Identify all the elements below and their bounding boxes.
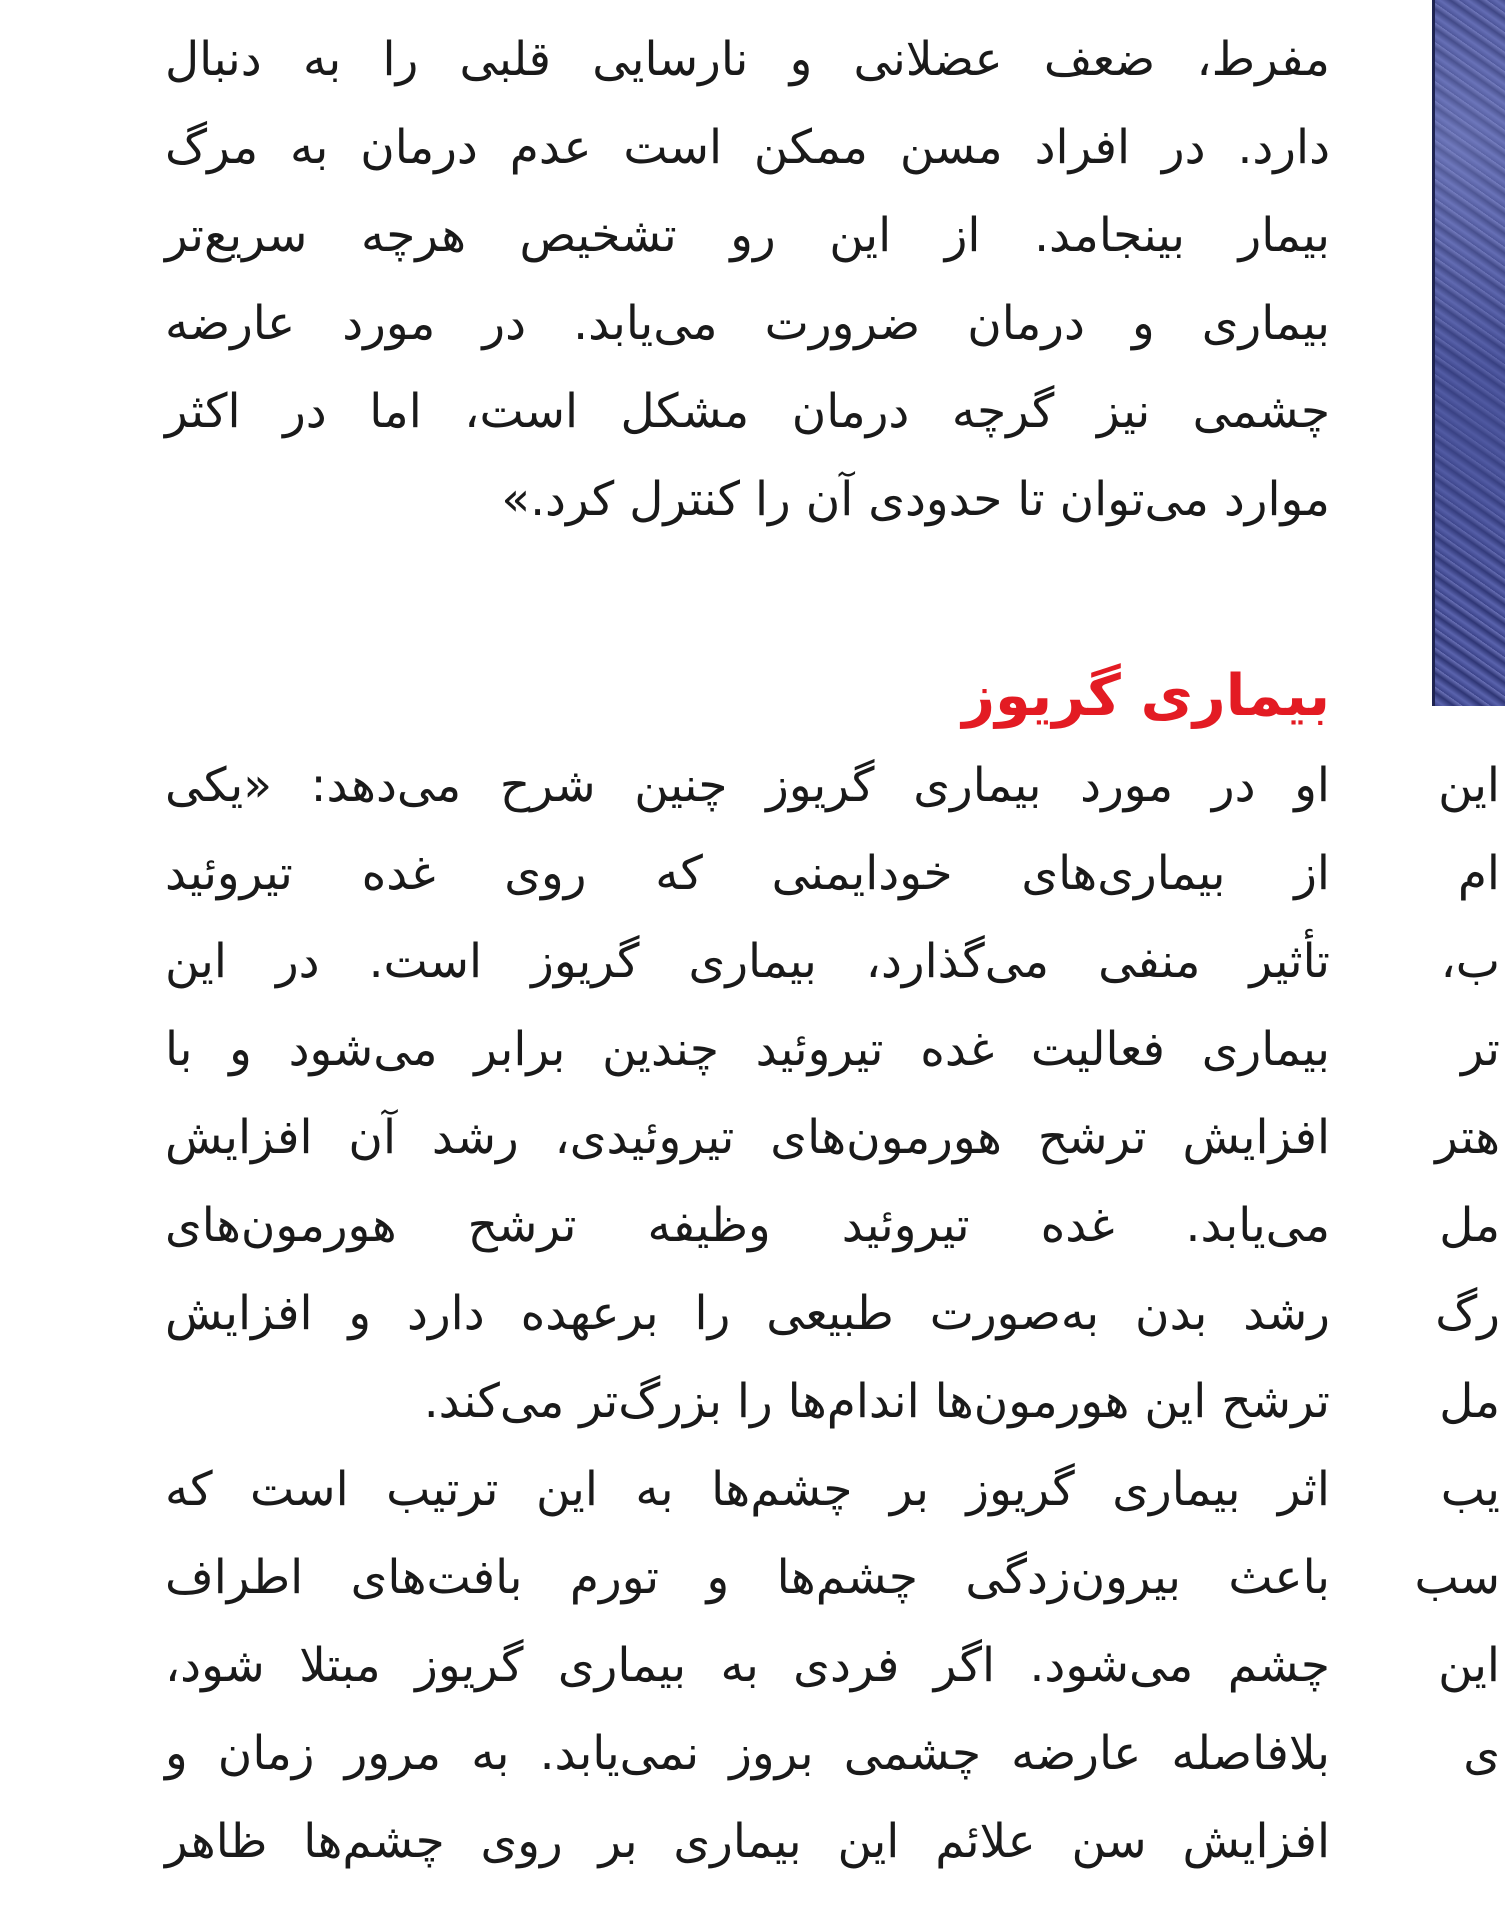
body-line: اثر بیماری گریوز بر چشم‌ها به این ترتیب است که	[165, 1462, 1330, 1517]
body-line: افزایش ترشح هورمون‌های تیروئیدی، رشد آن افزایش	[165, 1110, 1330, 1165]
side-line: ی	[1463, 1726, 1500, 1781]
body-line: موارد می‌توان تا حدودی آن را کنترل کرد.»	[501, 472, 1330, 527]
body-line: چشم می‌شود. اگر فردی به بیماری گریوز مبتلا شود،	[165, 1638, 1330, 1693]
section-heading: بیماری گریوز	[962, 663, 1330, 729]
body-line: افزایش سن علائم این بیماری بر روی چشم‌ها ظاهر	[165, 1814, 1330, 1869]
side-line: ام	[1457, 846, 1500, 901]
body-line-word: مفرط،	[1196, 32, 1330, 87]
body-line: تأثیر منفی می‌گذارد، بیماری گریوز است. در این	[165, 934, 1330, 989]
body-line: چشمی نیز گرچه درمان مشکل است، اما در اکثر	[165, 384, 1330, 439]
body-line: بیمار بینجامد. از این رو تشخیص هرچه سریع‌تر	[165, 208, 1330, 263]
body-line-text: ضعف عضلانی و نارسایی قلبی را به دنبال	[165, 32, 1156, 87]
body-line: ترشح این هورمون‌ها اندام‌ها را بزرگ‌تر می‌کند.	[423, 1374, 1330, 1429]
side-line: مل	[1439, 1374, 1500, 1429]
adjacent-text-column	[1414, 0, 1500, 1923]
side-line: رگ	[1435, 1286, 1500, 1341]
body-line: رشد بدن به‌صورت طبیعی را برعهده دارد و افزایش	[165, 1286, 1330, 1341]
body-line: بیماری و درمان ضرورت می‌یابد. در مورد عارضه	[165, 296, 1330, 351]
body-line: می‌یابد. غده تیروئید وظیفه ترشح هورمون‌های	[165, 1198, 1330, 1253]
side-line: هتر	[1435, 1110, 1500, 1165]
body-line: بیماری فعالیت غده تیروئید چندین برابر می‌شود و با	[165, 1022, 1330, 1077]
body-line: از بیماری‌های خودایمنی که روی غده تیروئید	[165, 846, 1330, 901]
side-line: یب	[1440, 1462, 1500, 1517]
side-line: تر	[1460, 1022, 1500, 1077]
side-line: این	[1438, 758, 1500, 813]
body-line: دارد. در افراد مسن ممکن است عدم درمان به مرگ	[165, 120, 1330, 175]
body-line: او در مورد بیماری گریوز چنین شرح می‌دهد: «یکی	[165, 758, 1330, 813]
side-line: ب،	[1440, 934, 1500, 989]
body-line: بلافاصله عارضه چشمی بروز نمی‌یابد. به مرور زمان و	[165, 1726, 1330, 1781]
side-line: مل	[1439, 1198, 1500, 1253]
body-line: باعث بیرون‌زدگی چشم‌ها و تورم بافت‌های اطراف	[165, 1550, 1330, 1605]
side-line: این	[1438, 1638, 1500, 1693]
side-line: سب	[1414, 1550, 1500, 1605]
body-line	[165, 30, 1330, 90]
